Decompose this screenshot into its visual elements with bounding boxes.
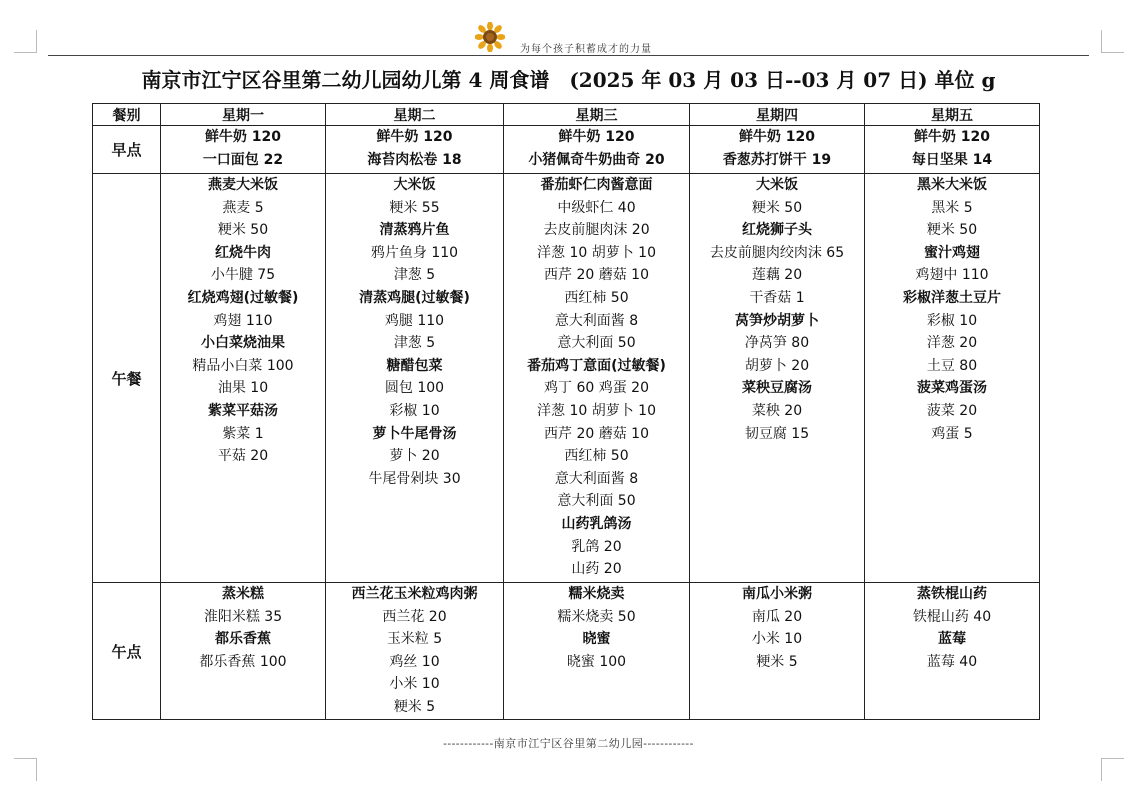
ingredient-line: 中级虾仁 40 <box>557 199 636 216</box>
crop-mark-top-left <box>14 30 37 53</box>
page-title: 南京市江宁区谷里第二幼儿园幼儿第 4 周食谱 (2025 年 03 月 03 日--03 月 07 日) 单位 g <box>141 68 996 92</box>
ingredient-line: 鸦片鱼身 110 <box>370 244 459 261</box>
crop-mark-top-right <box>1101 30 1124 53</box>
menu-cell-snack-monday <box>161 583 326 720</box>
dish-name: 彩椒洋葱土豆片 <box>903 289 1001 306</box>
ingredient-line: 鸡翅 110 <box>213 312 273 329</box>
menu-cell-snack-friday <box>865 583 1040 720</box>
menu-cell-breakfast-wednesday <box>504 126 690 174</box>
meal-label-lunch: 午餐 <box>93 174 161 583</box>
ingredient-line: 洋葱 20 <box>926 335 978 352</box>
dish-name: 萝卜牛尾骨汤 <box>372 425 457 442</box>
ingredient-line: 黑米 5 <box>931 199 973 216</box>
dish-name: 番茄鸡丁意面(过敏餐) <box>527 357 666 374</box>
ingredient-line: 小米 10 <box>751 631 803 648</box>
dish-name: 莴笋炒胡萝卜 <box>735 312 819 329</box>
ingredient-line: 牛尾骨剁块 30 <box>368 470 461 487</box>
header-slogan: 为每个孩子积蓄成才的力量 <box>520 44 652 55</box>
dish-name: 蜜汁鸡翅 <box>924 244 980 261</box>
ingredient-line: 淮阳米糕 35 <box>203 608 283 625</box>
ingredient-line: 彩椒 10 <box>389 402 440 419</box>
ingredient-line: 津葱 5 <box>393 267 436 284</box>
ingredient-line: 小米 10 <box>389 676 440 693</box>
ingredient-line: 意大利面 50 <box>557 493 636 510</box>
ingredient-line: 西芹 20 蘑菇 10 <box>544 267 649 284</box>
menu-cell-snack-tuesday <box>326 583 504 720</box>
dish-name: 清蒸鸦片鱼 <box>379 222 450 239</box>
dish-name: 蓝莓 <box>938 631 966 648</box>
menu-cell-lunch-thursday <box>690 174 865 583</box>
dish-name: 香葱苏打饼干 19 <box>722 151 832 168</box>
ingredient-line: 意大利面酱 8 <box>554 470 639 487</box>
dish-name: 大米饭 <box>756 177 798 193</box>
dish-name: 糯米烧卖 <box>568 586 625 602</box>
ingredient-line: 去皮前腿肉绞肉沫 65 <box>709 244 845 261</box>
ingredient-line: 粳米 5 <box>393 698 436 715</box>
menu-cell-breakfast-thursday <box>690 126 865 174</box>
dish-name: 紫菜平菇汤 <box>208 402 278 419</box>
dish-name: 大米饭 <box>393 177 436 193</box>
meal-label-snack: 午点 <box>93 583 161 720</box>
ingredient-line: 西红柿 50 <box>564 448 629 465</box>
dish-name: 小猪佩奇牛奶曲奇 20 <box>528 151 665 168</box>
menu-cell-lunch-monday <box>161 174 326 583</box>
menu-cell-snack-wednesday <box>504 583 690 720</box>
ingredient-line: 西红柿 50 <box>564 289 629 306</box>
ingredient-line: 糯米烧卖 50 <box>557 608 636 625</box>
ingredient-line: 胡萝卜 20 <box>744 357 810 374</box>
ingredient-line: 南瓜 20 <box>751 608 803 625</box>
menu-cell-lunch-friday <box>865 174 1040 583</box>
ingredient-line: 粳米 55 <box>389 199 440 216</box>
dish-name: 菠菜鸡蛋汤 <box>917 380 987 397</box>
dish-name: 鲜牛奶 120 <box>376 129 453 145</box>
ingredient-line: 鸡蛋 5 <box>931 425 973 442</box>
dish-name: 燕麦大米饭 <box>208 177 278 193</box>
ingredient-line: 蓝莓 40 <box>926 653 978 670</box>
sunflower-logo-icon <box>475 22 505 52</box>
ingredient-line: 乳鸽 20 <box>571 538 622 555</box>
dish-name: 菜秧豆腐汤 <box>742 380 812 397</box>
menu-cell-breakfast-friday <box>865 126 1040 174</box>
meal-row-breakfast <box>93 126 1040 174</box>
header-day-tuesday: 星期二 <box>326 104 504 126</box>
ingredient-line: 粳米 50 <box>217 222 269 239</box>
ingredient-line: 莲藕 20 <box>751 267 803 284</box>
ingredient-line: 圆包 100 <box>384 380 445 397</box>
header-day-wednesday: 星期三 <box>504 104 690 126</box>
menu-cell-lunch-tuesday <box>326 174 504 583</box>
ingredient-line: 油果 10 <box>217 380 269 397</box>
dish-name: 鲜牛奶 120 <box>558 129 635 145</box>
dish-name: 海苔肉松卷 18 <box>367 151 462 168</box>
crop-mark-bottom-right <box>1101 758 1124 781</box>
ingredient-line: 净莴笋 80 <box>744 335 810 352</box>
dish-name: 清蒸鸡腿(过敏餐) <box>359 289 470 306</box>
ingredient-line: 意大利面 50 <box>557 335 636 352</box>
dish-name: 红烧鸡翅(过敏餐) <box>187 289 299 306</box>
header-day-monday: 星期一 <box>161 104 326 126</box>
ingredient-line: 晓蜜 100 <box>566 653 627 670</box>
dish-name: 南瓜小米粥 <box>742 586 812 602</box>
ingredient-line: 菜秧 20 <box>751 402 803 419</box>
dish-name: 小白菜烧油果 <box>201 335 285 352</box>
ingredient-line: 粳米 50 <box>926 222 978 239</box>
ingredient-line: 津葱 5 <box>393 335 436 352</box>
dish-name: 鲜牛奶 120 <box>913 129 991 145</box>
dish-name: 山药乳鸽汤 <box>561 515 632 532</box>
menu-table <box>92 103 1040 720</box>
ingredient-line: 西兰花 20 <box>382 608 447 625</box>
ingredient-line: 鸡丁 60 鸡蛋 20 <box>544 380 649 397</box>
ingredient-line: 紫菜 1 <box>222 425 264 442</box>
ingredient-line: 精品小白菜 100 <box>192 357 294 374</box>
dish-name: 鲜牛奶 120 <box>204 129 282 145</box>
ingredient-line: 萝卜 20 <box>389 448 440 465</box>
dish-name: 鲜牛奶 120 <box>738 129 816 145</box>
ingredient-line: 彩椒 10 <box>926 312 978 329</box>
dish-name: 黑米大米饭 <box>917 177 987 193</box>
table-header-row <box>93 104 1040 126</box>
menu-cell-lunch-wednesday <box>504 174 690 583</box>
ingredient-line: 燕麦 5 <box>222 199 264 216</box>
meal-row-snack <box>93 583 1040 720</box>
ingredient-line: 山药 20 <box>571 561 622 578</box>
dish-name: 番茄虾仁肉酱意面 <box>540 177 653 193</box>
ingredient-line: 土豆 80 <box>926 357 978 374</box>
ingredient-line: 平菇 20 <box>217 448 269 465</box>
dish-name: 晓蜜 <box>582 631 611 648</box>
header-day-friday: 星期五 <box>865 104 1040 126</box>
ingredient-line: 铁棍山药 40 <box>912 608 992 625</box>
dish-name: 西兰花玉米粒鸡肉粥 <box>351 586 478 602</box>
ingredient-line: 西芹 20 蘑菇 10 <box>544 425 649 442</box>
dish-name: 都乐香蕉 <box>215 631 271 648</box>
footer-school-name: ------------南京市江宁区谷里第二幼儿园------------ <box>443 737 694 750</box>
ingredient-line: 鸡丝 10 <box>389 653 440 670</box>
menu-cell-breakfast-monday <box>161 126 326 174</box>
ingredient-line: 玉米粒 5 <box>386 631 443 648</box>
meal-label-breakfast: 早点 <box>93 126 161 174</box>
ingredient-line: 小牛腱 75 <box>210 267 276 284</box>
meal-row-lunch <box>93 174 1040 583</box>
ingredient-line: 洋葱 10 胡萝卜 10 <box>537 244 656 261</box>
ingredient-line: 韧豆腐 15 <box>744 425 810 442</box>
ingredient-line: 洋葱 10 胡萝卜 10 <box>537 402 656 419</box>
ingredient-line: 鸡腿 110 <box>384 312 445 329</box>
dish-name: 红烧狮子头 <box>742 222 812 239</box>
header-meal-type: 餐别 <box>93 104 161 126</box>
dish-name: 糖醋包菜 <box>386 357 443 374</box>
ingredient-line: 都乐香蕉 100 <box>199 653 287 670</box>
menu-cell-breakfast-tuesday <box>326 126 504 174</box>
header-day-thursday: 星期四 <box>690 104 865 126</box>
dish-name: 红烧牛肉 <box>215 244 271 261</box>
dish-name: 一口面包 22 <box>202 151 284 168</box>
ingredient-line: 意大利面酱 8 <box>554 312 639 329</box>
crop-mark-bottom-left <box>14 758 37 781</box>
ingredient-line: 干香菇 1 <box>749 289 805 306</box>
header-divider <box>48 55 1089 56</box>
dish-name: 蒸铁棍山药 <box>917 586 987 602</box>
ingredient-line: 鸡翅中 110 <box>915 267 989 284</box>
ingredient-line: 粳米 50 <box>751 199 803 216</box>
ingredient-line: 粳米 5 <box>756 653 798 670</box>
ingredient-line: 去皮前腿肉沫 20 <box>543 222 650 239</box>
dish-name: 蒸米糕 <box>222 586 264 602</box>
menu-cell-snack-thursday <box>690 583 865 720</box>
ingredient-line: 菠菜 20 <box>926 402 978 419</box>
dish-name: 每日坚果 14 <box>911 151 993 168</box>
